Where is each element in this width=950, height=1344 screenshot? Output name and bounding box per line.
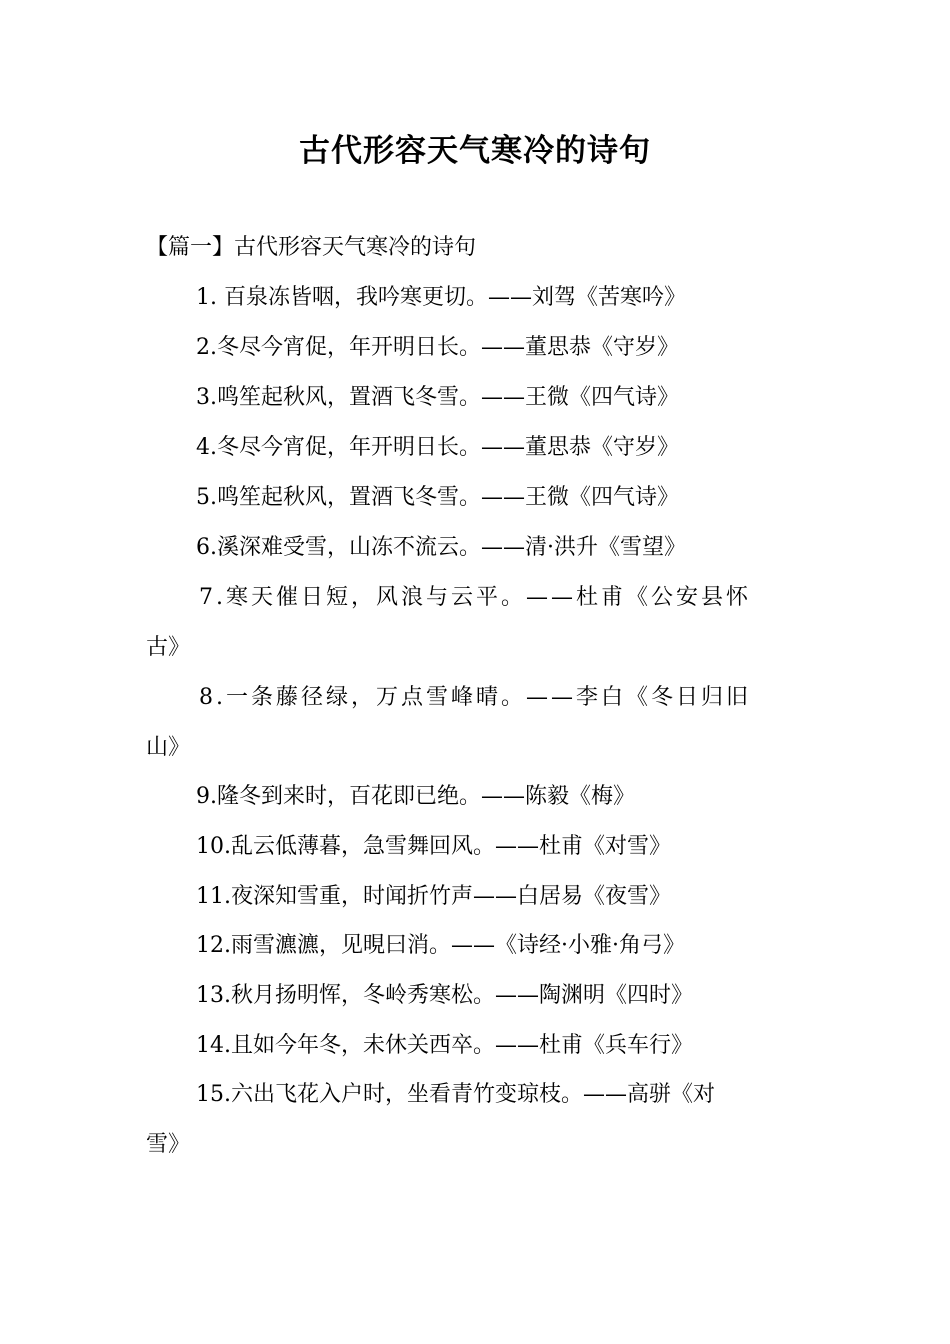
poem-line-9: 9.隆冬到来时，百花即已绝。——陈毅《梅》 bbox=[196, 784, 635, 809]
section-heading: 【篇一】古代形容天气寒冷的诗句 bbox=[146, 235, 477, 260]
poem-line-13: 13.秋月扬明恽，冬岭秀寒松。——陶渊明《四时》 bbox=[196, 983, 693, 1008]
poem-line-7: 7.寒天催日短，风浪与云平。——杜甫《公安县怀 bbox=[199, 585, 751, 610]
poem-line-14: 14.且如今年冬，未休关西卒。——杜甫《兵车行》 bbox=[196, 1033, 693, 1058]
poem-line-8-continued: 山》 bbox=[146, 735, 191, 760]
poem-line-6: 6.溪深难受雪，山冻不流云。——清·洪升《雪望》 bbox=[196, 535, 686, 560]
poem-line-7-continued: 古》 bbox=[146, 635, 191, 660]
poem-line-2: 2.冬尽今宵促，年开明日长。——董思恭《守岁》 bbox=[196, 335, 679, 360]
poem-line-10: 10.乱云低薄暮，急雪舞回风。——杜甫《对雪》 bbox=[196, 834, 671, 859]
poem-line-4: 4.冬尽今宵促，年开明日长。——董思恭《守岁》 bbox=[196, 435, 679, 460]
poem-line-15-continued: 雪》 bbox=[146, 1132, 191, 1157]
poem-line-11: 11.夜深知雪重，时闻折竹声——白居易《夜雪》 bbox=[196, 884, 671, 909]
page-title: 古代形容天气寒冷的诗句 bbox=[299, 133, 651, 169]
poem-line-8: 8.一条藤径绿，万点雪峰晴。——李白《冬日归旧 bbox=[199, 685, 751, 710]
poem-line-15: 15.六出飞花入户时，坐看青竹变琼枝。——高骈《对 bbox=[196, 1082, 715, 1107]
poem-line-12: 12.雨雪瀌瀌，见晛曰消。——《诗经·小雅·角弓》 bbox=[196, 933, 685, 958]
poem-line-3: 3.鸣笙起秋风，置酒飞冬雪。——王微《四气诗》 bbox=[196, 385, 679, 410]
poem-line-1: 1. 百泉冻皆咽，我吟寒更切。——刘驾《苦寒吟》 bbox=[196, 285, 686, 310]
poem-line-5: 5.鸣笙起秋风，置酒飞冬雪。——王微《四气诗》 bbox=[196, 485, 679, 510]
